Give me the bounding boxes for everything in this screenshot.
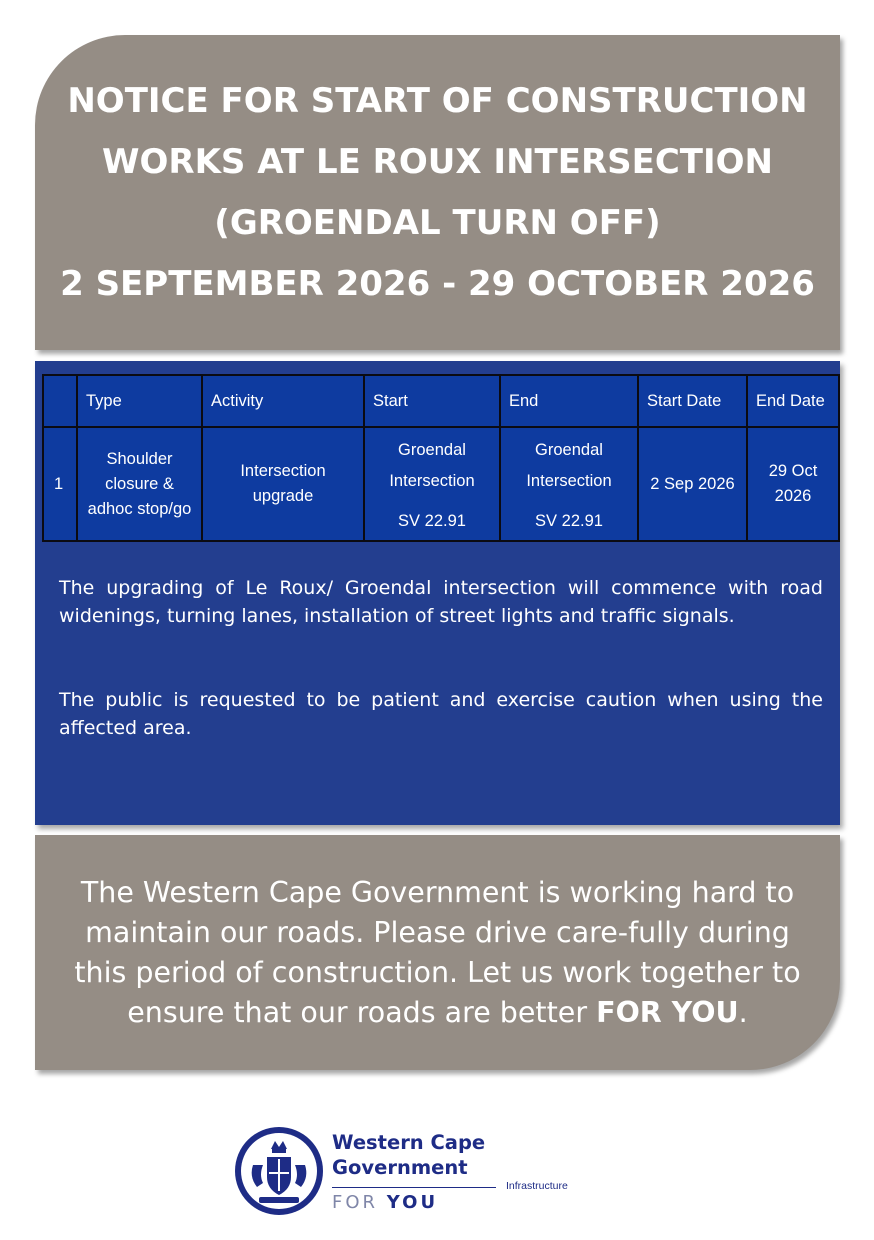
logo-department: Infrastructure: [506, 1180, 568, 1192]
notice-title-line: (GROENDAL TURN OFF): [214, 202, 661, 243]
government-message: [68, 873, 808, 1033]
cell-start-place: Groendal Intersection: [389, 440, 475, 490]
notice-title-line: NOTICE FOR START OF CONSTRUCTION: [67, 80, 808, 121]
government-logo: [233, 1125, 593, 1217]
caution-paragraph: The public is requested to be patient and exercise caution when using the affected area.: [59, 689, 823, 739]
header-number: [43, 375, 77, 427]
tagline-you: YOU: [386, 1192, 439, 1213]
notice-title-line: WORKS AT LE ROUX INTERSECTION: [101, 141, 773, 182]
table-row: [43, 427, 839, 541]
header-type: Type: [77, 375, 202, 427]
notice-date-range: 2 SEPTEMBER 2026 - 29 OCTOBER 2026: [60, 263, 815, 304]
cell-end-sv: SV 22.91: [535, 511, 603, 530]
table-header-row: [43, 375, 839, 427]
works-table: [42, 374, 840, 542]
cell-activity: Intersection upgrade: [202, 427, 364, 541]
message-emphasis: FOR YOU: [596, 995, 739, 1029]
notice-title-panel: [35, 35, 840, 350]
logo-name: [332, 1130, 485, 1180]
cell-number: 1: [43, 427, 77, 541]
coat-of-arms-icon: [233, 1125, 325, 1217]
logo-divider: [332, 1187, 496, 1188]
header-end-date: End Date: [747, 375, 839, 427]
cell-type: Shoulder closure & adhoc stop/go: [77, 427, 202, 541]
tagline-for: FOR: [332, 1192, 379, 1213]
logo-name-line: Government: [332, 1156, 468, 1179]
message-text: The Western Cape Government is working hard to maintain our roads. Please drive care-fully during this period of construction. Let us work together to ensure that our roads are better: [74, 875, 801, 1029]
description-paragraph: The upgrading of Le Roux/ Groendal intersection will commence with road widenings, turning lanes, installation of street lights and traffic signals.: [59, 577, 823, 627]
cell-end-date: 29 Oct 2026: [747, 427, 839, 541]
message-end: .: [738, 995, 748, 1029]
cell-start-sv: SV 22.91: [398, 511, 466, 530]
header-start: Start: [364, 375, 500, 427]
cell-end: [500, 427, 638, 541]
header-start-date: Start Date: [638, 375, 747, 427]
cell-start: [364, 427, 500, 541]
logo-tagline: [332, 1192, 438, 1213]
message-panel: [35, 835, 840, 1070]
cell-end-place: Groendal Intersection: [526, 440, 612, 490]
header-end: End: [500, 375, 638, 427]
cell-start-date: 2 Sep 2026: [638, 427, 747, 541]
header-activity: Activity: [202, 375, 364, 427]
details-panel: [35, 361, 840, 825]
logo-name-line: Western Cape: [332, 1131, 486, 1154]
